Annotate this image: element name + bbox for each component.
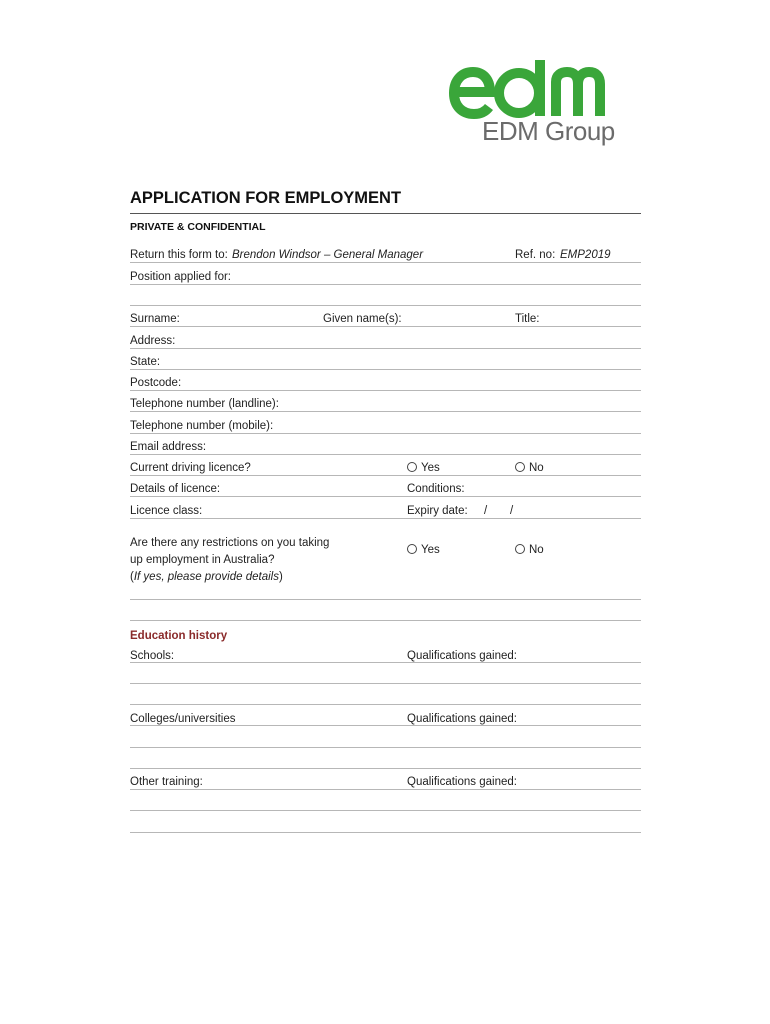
logo-company-name: EDM Group	[482, 116, 615, 146]
other-training-line[interactable]	[130, 793, 641, 811]
email-field[interactable]	[130, 437, 641, 455]
colleges-line[interactable]	[130, 751, 641, 769]
tel-landline-field[interactable]	[130, 394, 641, 412]
radio-icon[interactable]	[407, 544, 417, 554]
position-field-continued[interactable]	[130, 288, 641, 306]
tel-mobile-label: Telephone number (mobile):	[130, 420, 274, 432]
schools-line[interactable]	[130, 687, 641, 705]
licence-class-row[interactable]	[130, 500, 641, 519]
yes-label: Yes	[421, 544, 440, 556]
education-heading: Education history	[130, 630, 228, 642]
qualifications-label: Qualifications gained:	[407, 713, 517, 725]
ref-label: Ref. no:	[515, 249, 556, 261]
other-training-row[interactable]	[130, 772, 641, 790]
surname-label: Surname:	[130, 313, 180, 325]
radio-icon[interactable]	[515, 544, 525, 554]
schools-row[interactable]	[130, 646, 641, 663]
return-row	[130, 244, 641, 263]
restrictions-yes-option[interactable]	[407, 544, 440, 556]
postcode-field[interactable]	[130, 373, 641, 391]
paren-open: (	[130, 571, 134, 583]
title-label: Title:	[515, 313, 540, 325]
restrictions-details-line[interactable]	[130, 603, 641, 621]
given-names-label: Given name(s):	[323, 313, 402, 325]
restrictions-no-option[interactable]	[515, 544, 544, 556]
postcode-label: Postcode:	[130, 377, 182, 389]
schools-line[interactable]	[130, 666, 641, 684]
tel-mobile-field[interactable]	[130, 415, 641, 434]
licence-yes-option[interactable]	[407, 462, 440, 474]
date-separator: /	[484, 505, 488, 517]
licence-details-row[interactable]	[130, 479, 641, 497]
confidential-label: PRIVATE & CONFIDENTIAL	[130, 221, 266, 233]
restrictions-question	[130, 535, 329, 586]
restrictions-hint: If yes, please provide details	[133, 571, 279, 583]
licence-class-label: Licence class:	[130, 505, 203, 517]
driving-licence-label: Current driving licence?	[130, 462, 251, 474]
tel-landline-label: Telephone number (landline):	[130, 398, 279, 410]
title-divider	[130, 213, 641, 214]
page-title: APPLICATION FOR EMPLOYMENT	[130, 189, 402, 207]
radio-icon[interactable]	[407, 462, 417, 472]
restrictions-line-2: up employment in Australia?	[130, 554, 275, 566]
expiry-date-label: Expiry date:	[407, 505, 468, 517]
other-training-label: Other training:	[130, 776, 203, 788]
paren-close: )	[278, 571, 283, 583]
address-field[interactable]	[130, 330, 641, 349]
radio-icon[interactable]	[515, 462, 525, 472]
qualifications-label: Qualifications gained:	[407, 776, 517, 788]
colleges-line[interactable]	[130, 729, 641, 748]
ref-number: EMP2019	[560, 249, 611, 261]
driving-licence-row	[130, 458, 641, 476]
position-field[interactable]	[130, 266, 641, 285]
address-label: Address:	[130, 335, 176, 347]
return-label: Return this form to:	[130, 249, 228, 261]
name-row	[130, 309, 641, 327]
licence-no-option[interactable]	[515, 462, 544, 474]
licence-details-label: Details of licence:	[130, 483, 221, 495]
restrictions-details-line[interactable]	[130, 583, 641, 600]
state-field[interactable]	[130, 352, 641, 370]
colleges-label: Colleges/universities	[130, 713, 236, 725]
position-label: Position applied for:	[130, 271, 232, 283]
restrictions-line-1: Are there any restrictions on you taking	[130, 537, 330, 549]
no-label: No	[529, 462, 544, 474]
email-label: Email address:	[130, 441, 207, 453]
schools-label: Schools:	[130, 650, 175, 662]
colleges-row[interactable]	[130, 708, 641, 726]
date-separator: /	[510, 505, 514, 517]
qualifications-label: Qualifications gained:	[407, 650, 517, 662]
yes-label: Yes	[421, 462, 440, 474]
no-label: No	[529, 544, 544, 556]
return-recipient: Brendon Windsor – General Manager	[232, 249, 424, 261]
conditions-label: Conditions:	[407, 483, 465, 495]
other-training-line[interactable]	[130, 814, 641, 833]
state-label: State:	[130, 356, 161, 368]
